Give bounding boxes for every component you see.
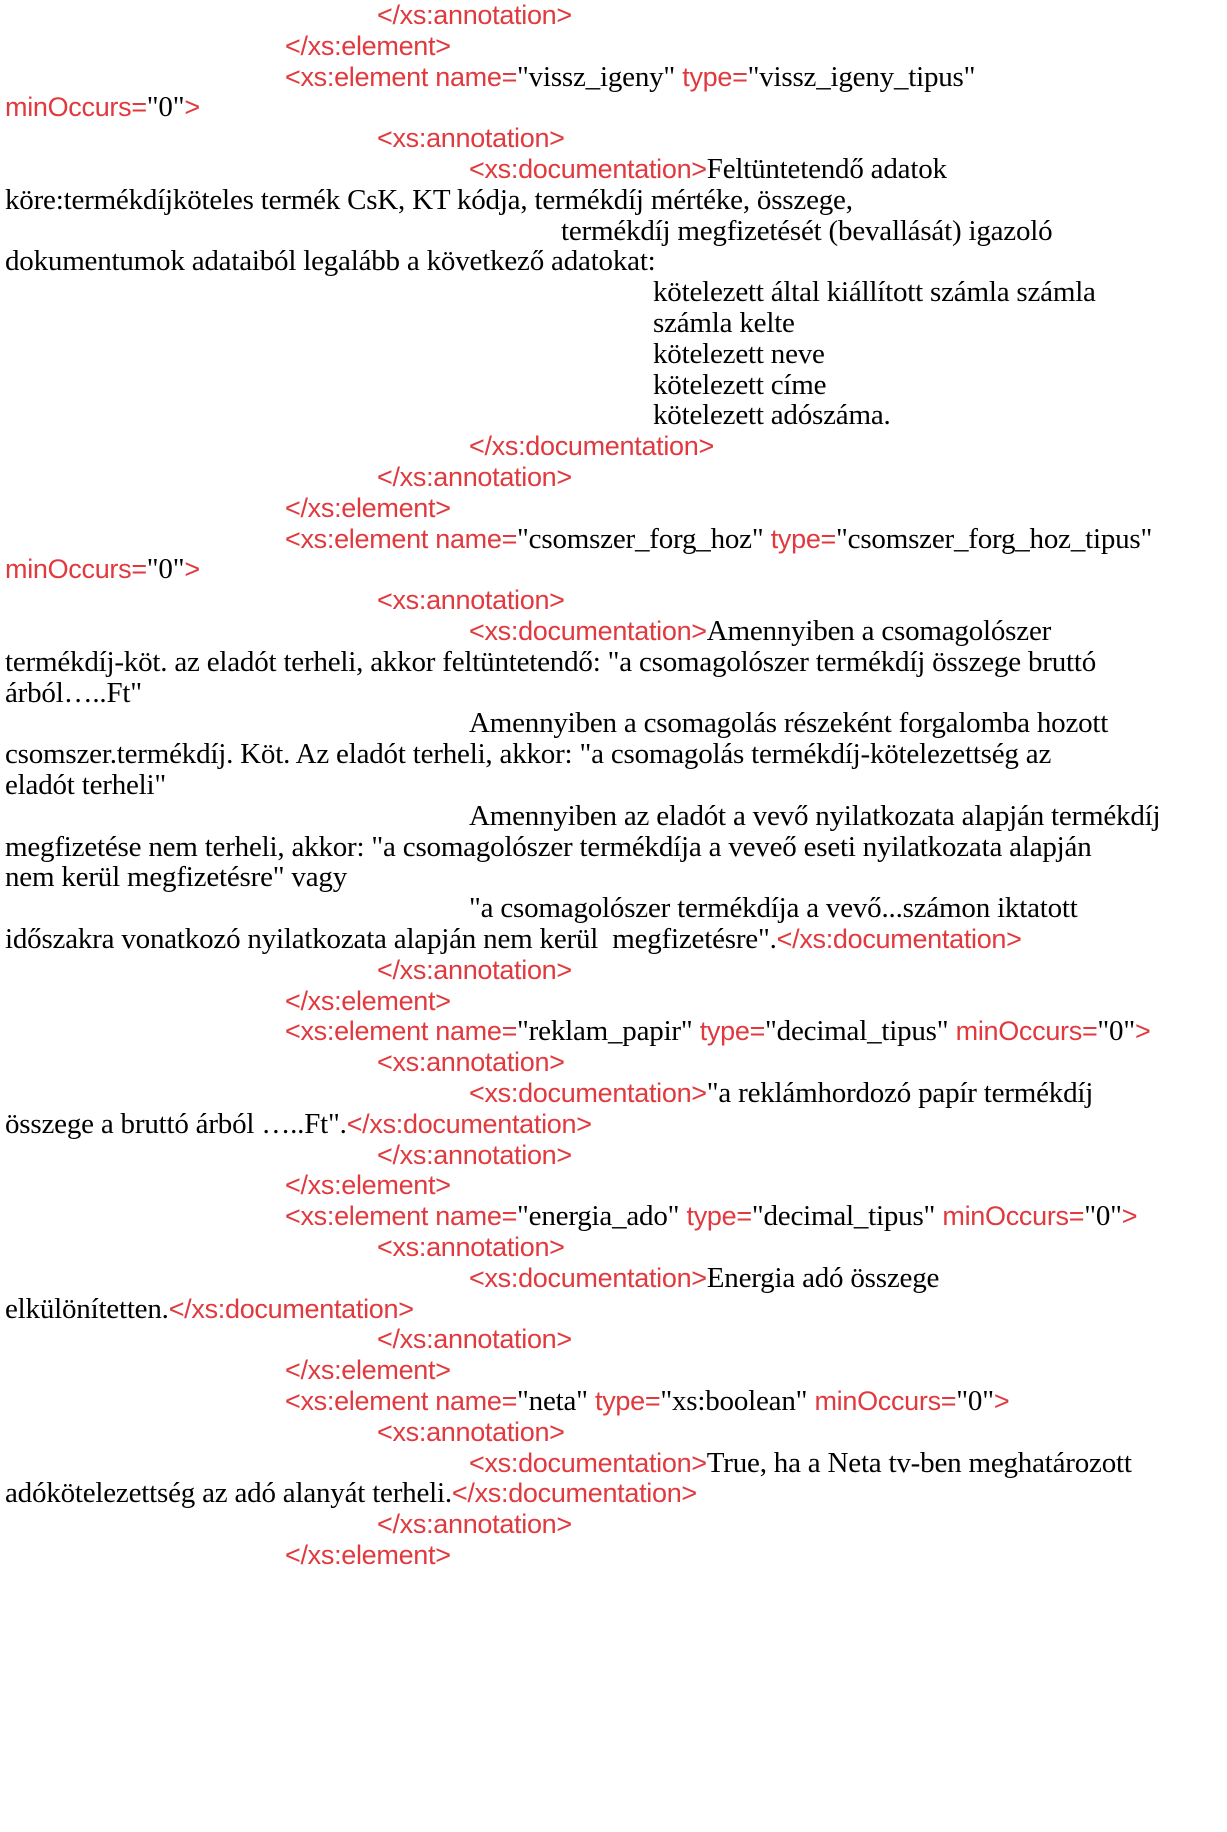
xml-tag: </xs:element>: [285, 1540, 451, 1570]
documentation-text: számla kelte: [653, 307, 795, 339]
xml-tag: </xs:element>: [285, 492, 451, 523]
xml-tag: </xs:element>: [285, 985, 451, 1016]
xml-attribute: name=: [435, 523, 518, 554]
xml-attribute: minOccurs=: [948, 1016, 1098, 1047]
xml-tag: </xs:annotation>: [377, 462, 572, 492]
documentation-text: Amennyiben a csomagolószer: [706, 615, 1052, 647]
xml-tag: <xs:documentation>: [469, 1078, 707, 1108]
xml-attribute-value: "reklam_papir": [517, 1015, 693, 1048]
xml-tag: </xs:documentation>: [451, 1478, 697, 1509]
document-line: [285, 521, 1152, 557]
xml-tag: </xs:documentation>: [776, 924, 1022, 954]
document-line: [5, 767, 166, 803]
xml-tag: <xs:documentation>: [469, 1262, 707, 1293]
documentation-text: "a reklámhordozó papír termékdíj: [706, 1077, 1094, 1109]
documentation-text: köre:termékdíjköteles termék CsK, KT kódja, termékdíj mértéke, összege,: [5, 183, 853, 216]
documentation-text: "a csomagolószer termékdíja a vevő...számon iktatott: [469, 892, 1078, 925]
xml-tag: <xs:element: [285, 1386, 436, 1416]
xml-attribute: name=: [435, 1201, 518, 1232]
xml-tag: <xs:element: [285, 1201, 436, 1232]
xml-tag: <xs:element: [285, 1016, 436, 1047]
xml-tag: </xs:annotation>: [377, 1139, 572, 1170]
xml-tag: <xs:documentation>: [469, 1447, 707, 1478]
xml-attribute: type=: [675, 61, 748, 92]
document-line: [5, 644, 1096, 680]
documentation-text: Amennyiben a csomagolás részeként forgalomba hozott: [469, 707, 1109, 740]
documentation-text: időszakra vonatkozó nyilatkozata alapján nem kerül megfizetésre".: [5, 923, 777, 955]
xml-tag: <xs:annotation>: [377, 1047, 565, 1078]
xml-tag: <xs:documentation>: [469, 154, 707, 184]
xml-attribute-value: "0": [1097, 1015, 1135, 1048]
xml-attribute-value: "xs:boolean": [660, 1385, 808, 1417]
document-line: [285, 59, 975, 95]
xml-attribute: name=: [435, 1016, 518, 1047]
document-line: [5, 859, 347, 895]
document-line: [5, 551, 200, 587]
documentation-text: adókötelezettség az adó alanyát terheli.: [5, 1477, 452, 1510]
document-line: [285, 1537, 451, 1573]
documentation-text: dokumentumok adataiból legalább a következő adatokat:: [5, 245, 656, 278]
documentation-text: True, ha a Neta tv-ben meghatározott: [706, 1446, 1132, 1479]
document-line: [5, 675, 142, 711]
xml-tag: </xs:annotation>: [377, 0, 572, 30]
document-line: [469, 1260, 939, 1296]
xml-attribute: minOccurs=: [807, 1386, 957, 1416]
documentation-text: kötelezett neve: [653, 337, 825, 370]
xml-tag: >: [1121, 1201, 1138, 1232]
xml-attribute: minOccurs=: [5, 554, 147, 585]
xml-attribute-value: "0": [956, 1385, 994, 1417]
xml-tag: </xs:annotation>: [377, 954, 572, 985]
documentation-text: kötelezett címe: [653, 368, 827, 401]
xml-tag: >: [184, 92, 200, 123]
xml-tag: </xs:annotation>: [377, 1509, 572, 1540]
xml-attribute-value: "0": [146, 91, 185, 124]
xml-attribute: name=: [435, 1386, 518, 1416]
document-line: [5, 1475, 697, 1511]
xml-attribute: minOccurs=: [5, 92, 147, 123]
xml-attribute-value: "vissz_igeny": [517, 60, 676, 93]
xml-attribute: minOccurs=: [935, 1201, 1085, 1232]
documentation-text: csomszer.termékdíj. Köt. Az eladót terheli, akkor: "a csomagolás termékdíj-kötelezettség az: [5, 738, 1052, 771]
xml-attribute: type=: [587, 1386, 661, 1416]
document-line: [5, 1291, 414, 1327]
xml-tag: <xs:annotation>: [377, 585, 565, 616]
xml-tag: <xs:annotation>: [377, 123, 565, 154]
xml-tag: </xs:documentation>: [168, 1293, 414, 1324]
xml-attribute-value: "energia_ado": [517, 1200, 680, 1233]
xml-attribute-value: "vissz_igeny_tipus": [747, 60, 976, 93]
xml-tag: <xs:annotation>: [377, 1416, 565, 1447]
xml-attribute-value: "csomszer_forg_hoz_tipus": [836, 522, 1153, 555]
documentation-text: kötelezett által kiállított számla számla: [653, 276, 1096, 309]
documentation-text: termékdíj-köt. az eladót terheli, akkor feltüntetendő: "a csomagolószer termékdíj összege bruttó: [5, 645, 1097, 678]
documentation-text: árból…..Ft": [5, 676, 142, 709]
xml-attribute: name=: [435, 61, 518, 92]
xml-tag: </xs:element>: [285, 1355, 451, 1386]
xml-tag: <xs:element: [285, 523, 436, 554]
documentation-text: eladót terheli": [5, 769, 167, 801]
xml-tag: </xs:annotation>: [377, 1324, 572, 1355]
xml-tag: </xs:documentation>: [346, 1108, 592, 1139]
xml-attribute: type=: [679, 1201, 752, 1232]
xml-tag: <xs:documentation>: [469, 616, 707, 646]
xml-attribute-value: "neta": [517, 1385, 588, 1417]
xml-tag: >: [1134, 1016, 1151, 1047]
xml-tag: </xs:element>: [285, 1170, 451, 1201]
xml-attribute-value: "decimal_tipus": [765, 1015, 949, 1048]
document-line: [5, 243, 656, 279]
xml-tag: <xs:element: [285, 61, 436, 92]
documentation-text: megfizetése nem terheli, akkor: "a csomagolószer termékdíja a veveő eseti nyilatkozata alapján: [5, 830, 1092, 863]
documentation-text: termékdíj megfizetését (bevallását) igazoló: [561, 214, 1053, 247]
xml-attribute-value: "0": [146, 553, 185, 586]
xml-tag: >: [184, 554, 200, 585]
xml-tag: <xs:annotation>: [377, 1232, 565, 1262]
xml-tag: </xs:documentation>: [469, 431, 714, 462]
documentation-text: nem kerül megfizetésre" vagy: [5, 861, 348, 894]
documentation-text: elkülönítetten.: [5, 1292, 169, 1325]
documentation-text: Amennyiben az eladót a vevő nyilatkozata alapján termékdíj: [469, 799, 1161, 832]
xml-attribute-value: "decimal_tipus": [751, 1200, 936, 1233]
xml-tag: </xs:element>: [285, 30, 451, 61]
xml-attribute-value: "csomszer_forg_hoz": [517, 522, 764, 555]
documentation-text: Feltüntetendő adatok: [706, 153, 947, 185]
xml-tag: >: [993, 1386, 1010, 1416]
documentation-text: kötelezett adószáma.: [653, 399, 891, 432]
xml-attribute-value: "0": [1084, 1200, 1122, 1233]
xml-attribute: type=: [692, 1016, 766, 1047]
document-line: [5, 89, 200, 125]
documentation-text: összege a bruttó árból …..Ft".: [5, 1107, 347, 1140]
documentation-text: Energia adó összege: [706, 1261, 940, 1294]
xml-attribute: type=: [763, 523, 837, 554]
